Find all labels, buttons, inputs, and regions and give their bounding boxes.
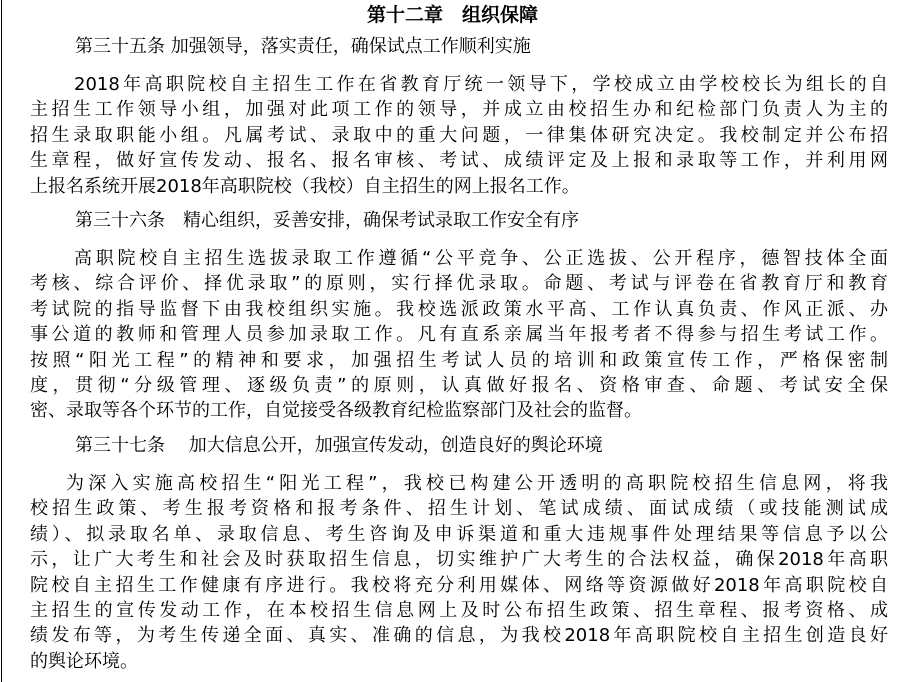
paragraph-line: 主招生的宣传发动工作，在本校招生信息网上及时公布招生政策、招生章程、报考资格、成 (30, 599, 888, 621)
article-37-heading: 第三十七条 加大信息公开，加强宣传发动，创造良好的舆论环境 (75, 435, 603, 456)
paragraph-line: 上报名系统开展2018年高职院校（我校）自主招生的网上报名工作。 (30, 175, 580, 197)
paragraph-line: 为深入实施高校招生“阳光工程”，我校已构建公开透明的高职院校招生信息网，将我 (66, 473, 888, 494)
paragraph-line: 2018年高职院校自主招生工作在省教育厅统一领导下，学校成立由学校校长为组长的自 (74, 74, 888, 95)
paragraph-line: 按照“阳光工程”的精神和要求，加强招生考试人员的培训和政策宣传工作，严格保密制 (30, 349, 888, 371)
article-35-body (30, 72, 888, 199)
paragraph-line: 密、录取等各个环节的工作，自觉接受各级教育纪检监察部门及社会的监督。 (30, 400, 642, 422)
article-36-heading: 第三十六条 精心组织，妥善安排，确保考试录取工作安全有序 (75, 210, 579, 231)
paragraph-line: 度，贯彻“分级管理、逐级负责”的原则，认真做好报名、资格审查、命题、考试安全保 (30, 374, 888, 396)
paragraph-line: 院校自主招生工作健康有序进行。我校将充分利用媒体、网络等资源做好2018年高职院校自 (30, 574, 888, 596)
article-37-body (30, 471, 888, 674)
page-left-border (1, 0, 2, 682)
article-35-heading: 第三十五条 加强领导，落实责任，确保试点工作顺利实施 (75, 36, 531, 57)
paragraph-line: 考核、综合评价、择优录取”的原则，实行择优录取。命题、考试与评卷在省教育厅和教育 (30, 273, 888, 295)
paragraph-line: 考试院的指导监督下由我校组织实施。我校选派政策水平高、工作认真负责、作风正派、办 (30, 298, 888, 320)
paragraph-line: 招生录取职能小组。凡属考试、录取中的重大问题，一律集体研究决定。我校制定并公布招 (30, 124, 888, 146)
paragraph-line: 高职院校自主招生选拔录取工作遵循“公平竞争、公正选拔、公开程序，德智技体全面 (74, 248, 888, 269)
article-36-body (30, 246, 888, 424)
paragraph-line: 校招生政策、考生报考资格和报考条件、招生计划、笔试成绩、面试成绩（或技能测试成 (30, 498, 888, 520)
paragraph-line: 绩发布等，为考生传递全面、真实、准确的信息，为我校2018年高职院校自主招生创造良好 (30, 625, 888, 647)
paragraph-line: 绩）、拟录取名单、录取信息、考生咨询及申诉渠道和重大违规事件处理结果等信息予以公 (30, 523, 888, 545)
chapter-title: 第十二章 组织保障 (366, 4, 538, 26)
paragraph-line: 的舆论环境。 (30, 650, 138, 672)
paragraph-line: 主招生工作领导小组，加强对此项工作的领导，并成立由校招生办和纪检部门负责人为主的 (30, 99, 888, 121)
paragraph-line: 生章程，做好宣传发动、报名、报名审核、考试、成绩评定及上报和录取等工作，并利用网 (30, 150, 888, 172)
paragraph-line: 示，让广大考生和社会及时获取招生信息，切实维护广大考生的合法权益，确保2018年高职 (30, 549, 888, 571)
paragraph-line: 事公道的教师和管理人员参加录取工作。凡有直系亲属当年报考者不得参与招生考试工作。 (30, 324, 888, 346)
